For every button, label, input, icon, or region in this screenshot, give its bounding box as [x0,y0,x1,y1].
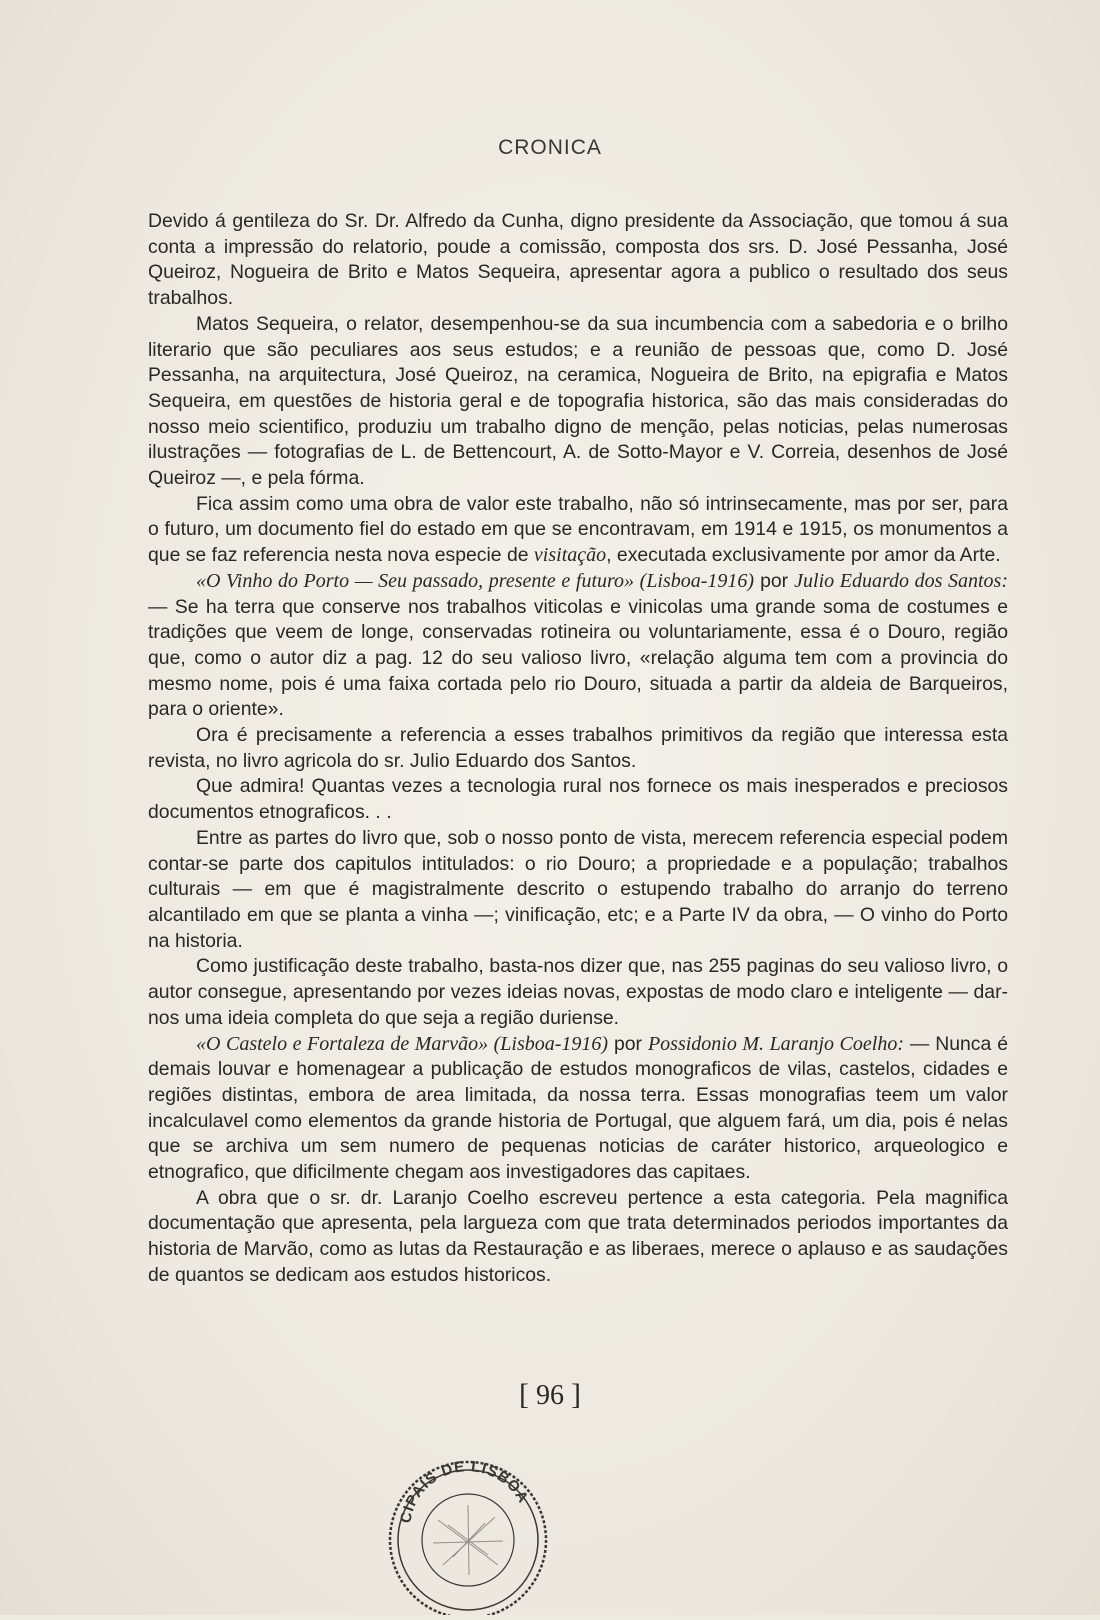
paragraph-4 [148,569,1008,723]
book-author-coelho: Possidonio M. Laranjo Coelho: [647,1032,904,1055]
bracket-left-icon: [ [519,1378,529,1411]
paragraph-6: Que admira! Quantas vezes a tecnologia rural nos fornece os mais inesperados e preciosos documentos etnograficos. . . [148,775,1008,824]
library-stamp [383,1445,553,1615]
paragraph-3-text-a: Fica assim como uma obra de valor este trabalho, não só intrinsecamente, mas por ser, para o futuro, um documento fiel do estado em que se encontravam, em 1914 e 1915, os monumentos a que se faz referencia nesta nova especie de [148,492,1008,567]
paragraph-4-text: — Se ha terra que conserve nos trabalhos viticolas e vinicolas uma grande soma de costumes e tradições que veem de longe, conservadas rotineira ou voluntariamente, essa é o Douro, região que, como o autor diz a pag. 12 do seu valioso livro, «relação alguma tem com a provincia do mesmo nome, pois é uma faixa cortada pelo rio Douro, situada a partir da aldeia de Barqueiros, para o oriente». [148,595,1008,721]
paragraph-3-text-b: , executada exclusivamente por amor da Arte. [606,544,1001,567]
page-number [0,1378,1100,1412]
book-title-marvao: «O Castelo e Fortaleza de Marvão» (Lisboa-1916) [196,1032,609,1055]
paragraph-4-por: por [754,569,795,592]
book-title-vinho: «O Vinho do Porto — Seu passado, presente e futuro» (Lisboa-1916) [196,569,755,592]
paragraph-7: Entre as partes do livro que, sob o nosso ponto de vista, merecem referencia especial podem contar-se parte dos capitulos intitulados: o rio Douro; a propriedade e a população; trabalhos culturais — em que é magistralmente descrito o estupendo trabalho do arranjo do terreno alcantilado em que se planta a vinha —; vinificação, etc; e a Parte IV da obra, — O vinho do Porto na historia. [148,826,1008,952]
page-title: CRONICA [498,136,602,159]
paragraph-8: Como justificação deste trabalho, basta-nos dizer que, nas 255 paginas do seu valioso livro, o autor consegue, apresentando por vezes ideias novas, expostas de modo claro e inteligente — dar-nos uma ideia completa do que seja a região duriense. [148,955,1008,1029]
paragraph-2: Matos Sequeira, o relator, desempenhou-se da sua incumbencia com a sabedoria e o brilho literario que são peculiares aos seus estudos; e a reunião de pessoas que, como D. José Pessanha, na arquitectura, José Queiroz, na ceramica, Nogueira de Brito, na epigrafia e Matos Sequeira, em questões de historia geral e de topografia historica, são das mais consideradas do nosso meio scientifico, produziu um trabalho digno de menção, pelas noticias, pelas numerosas ilustrações — fotografias de L. de Bettencourt, A. de Sotto-Mayor e V. Correia, desenhos de José Queiroz —, e pela fórma. [148,312,1008,490]
book-author-santos: Julio Eduardo dos Santos: [794,569,1008,592]
library-stamp-icon [383,1445,553,1615]
bracket-right-icon: ] [571,1378,581,1411]
stamp-text: CIPAIS DE LISBOA [397,1458,532,1525]
article-body [148,209,1008,1289]
paragraph-9-text: — Nunca é demais louvar e homenagear a publicação de estudos monograficos de vilas, castelos, cidades e regiões distintas, embora de area limitada, da nossa terra. Essas monografias teem um valor incalculavel como elementos da grande historia de Portugal, que alguem fará, um dia, pois é nelas que se archiva um sem numero de pequenas noticias de caráter historico, arqueologico e etnografico, que dificilmente chegam aos investigadores das capitaes. [148,1032,1008,1184]
paragraph-5: Ora é precisamente a referencia a esses trabalhos primitivos da região que interessa esta revista, no livro agricola do sr. Julio Eduardo dos Santos. [148,724,1008,772]
page-number-value: 96 [536,1380,564,1411]
paragraph-1: Devido á gentileza do Sr. Dr. Alfredo da Cunha, digno presidente da Associação, que tomou á sua conta a impressão do relatorio, poude a comissão, composta dos srs. D. José Pessanha, José Queiroz, Nogueira de Brito e Matos Sequeira, apresentar agora a publico o resultado dos seus trabalhos. [148,210,1008,310]
paragraph-3-italic: visitação [533,544,607,567]
paragraph-10: A obra que o sr. dr. Laranjo Coelho escreveu pertence a esta categoria. Pela magnifica documentação que apresenta, pela largueza com que trata determinados periodos importantes da historia de Marvão, como as lutas da Restauração e as liberaes, merece o aplauso e as saudações de quantos se dedicam aos estudos historicos. [148,1186,1008,1286]
svg-text:CIPAIS DE LISBOA [397,1458,532,1524]
paragraph-9-por: por [608,1032,648,1055]
paragraph-9 [148,1032,1008,1186]
paragraph-3 [148,492,1008,569]
